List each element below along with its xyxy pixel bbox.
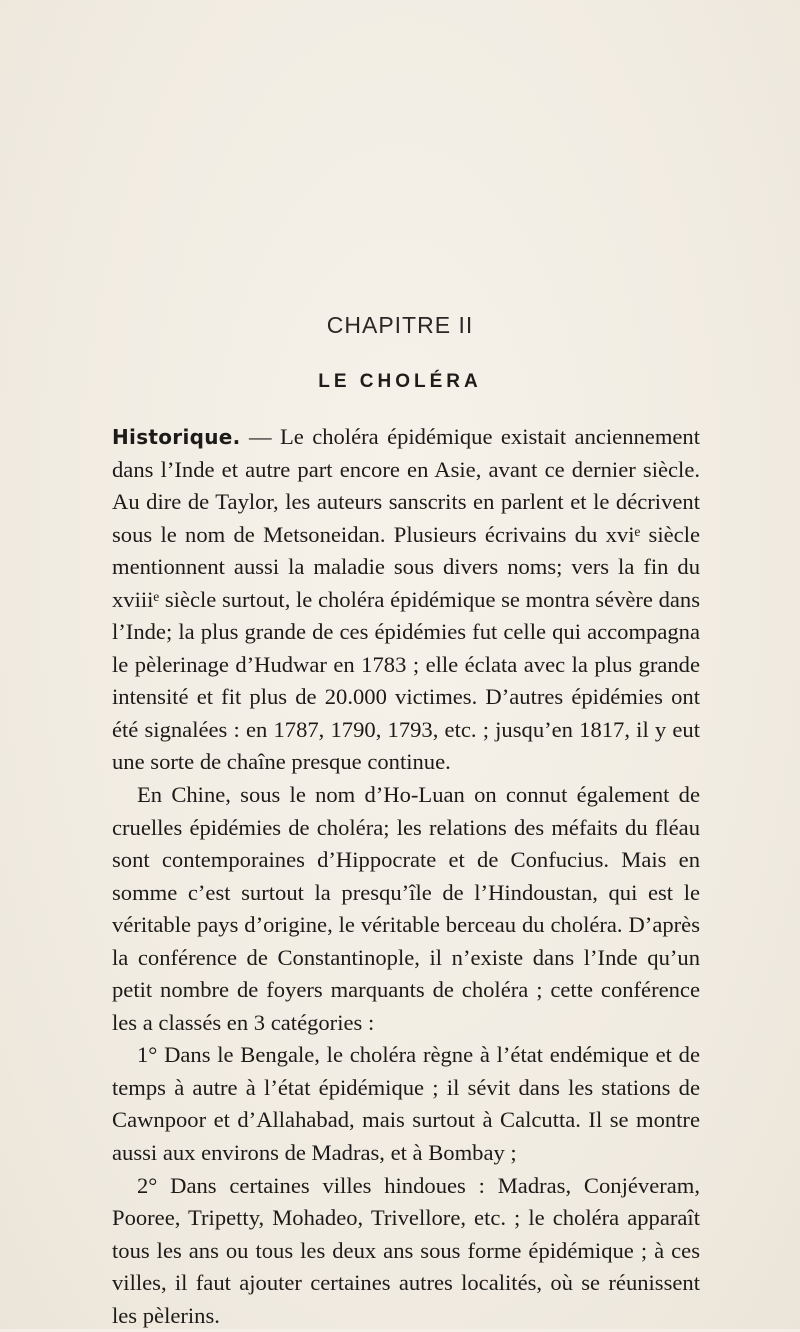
paragraph-text: — Le choléra épidémique existait anciennement dans l’Inde et autre part encore en Asie, avant ce dernier siècle. Au dire de Taylor, les auteurs sanscrits en parlent et le décrivent sous le nom de Metsoneidan. Plusieurs écrivains du xviᵉ siècle mentionnent aussi la maladie sous divers noms; vers la fin du xviiiᵉ siècle surtout, le choléra épidémique se montra sévère dans l’Inde; la plus grande de ces épidémies fut celle qui accompagna le pèlerinage d’Hudwar en 1783 ; elle éclata avec la plus grande intensité et fit plus de 20.000 victimes. D’autres épidémies ont été signalées : en 1787, 1790, 1793, etc. ; jusqu’en 1817, il y eut une sorte de chaîne presque continue. <box>112 424 701 775</box>
paragraph: En Chine, sous le nom d’Ho-Luan on connut également de cruelles épidémies de choléra; les relations des méfaits du fléau sont contemporaines d’Hippocrate et de Confucius. Mais en somme c’est surtout la presqu’île de l’Hindoustan, qui est le véritable pays d’origine, le véritable berceau du choléra. D’après la conférence de Constantinople, il n’existe dans l’Inde qu’un petit nombre de foyers marquants de choléra ; cette conférence les a classés en 3 catégories : <box>112 782 700 1035</box>
paragraph: 2° Dans certaines villes hindoues : Madras, Conjéveram, Pooree, Tripetty, Mohadeo, Trivellore, etc. ; le choléra apparaît tous les ans ou tous les deux ans sous forme épidémique ; à ces villes, il faut ajouter certaines autres localités, où se réunissent les pèlerins. <box>112 1172 700 1328</box>
paragraph-historique <box>112 421 700 779</box>
paragraph: 1° Dans le Bengale, le choléra règne à l’état endémique et de temps à autre à l’état épidémique ; il sévit dans les stations de Cawnpoor et d’Allahabad, mais surtout à Calcutta. Il se montre aussi aux environs de Madras, et à Bombay ; <box>112 1042 700 1166</box>
chapter-heading: CHAPITRE II <box>326 312 474 338</box>
section-rubric: Historique. <box>112 425 241 449</box>
body-text <box>112 421 700 1332</box>
chapter-title: LE CHOLÉRA <box>318 371 482 392</box>
